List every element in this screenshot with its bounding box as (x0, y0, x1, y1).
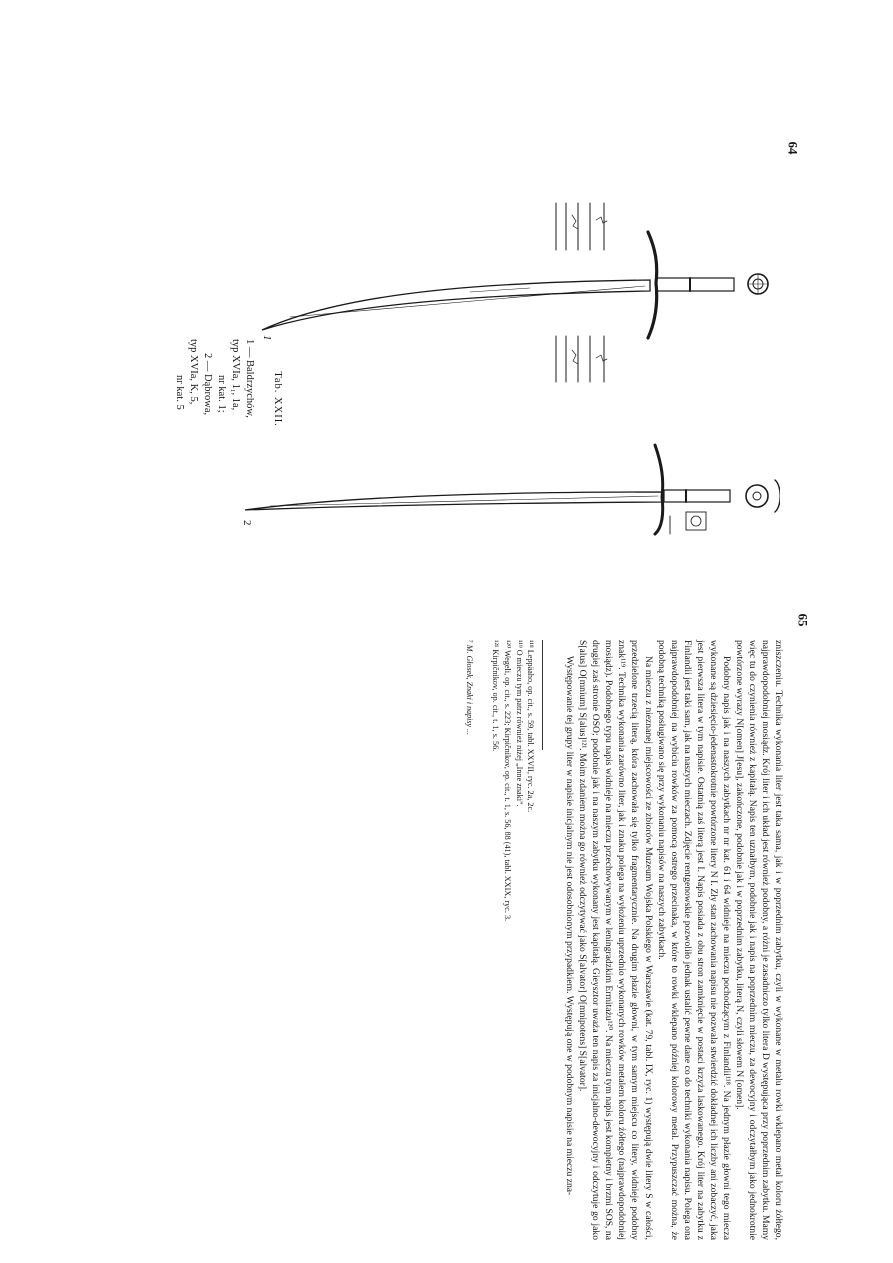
swords-drawing (200, 190, 780, 540)
figure-label-2: 2 (241, 520, 253, 526)
footnote: ¹¹⁹ O mieczu tym patrz również niżej „Inne znaki”. (514, 640, 524, 807)
caption-line: typ XVIa, 1₁, 1a, (230, 339, 241, 411)
sword-1-illustration (262, 203, 768, 382)
figure-label-1: 1 (261, 335, 273, 341)
body-text-block (205, 640, 785, 1240)
running-footer: ⁷ M. Głosek, Znaki i napisy ... (464, 640, 474, 735)
page-number-left: 64 (785, 141, 801, 155)
footnote: ¹²¹ Kirpičnikov, op. cit., t. 1, s. 56. (491, 640, 501, 752)
paragraph: zniszczeniu. Technika wykonania liter jest taka sama, jak i w poprzednim zabytku, czyli w wykonane w metalu rowki wklepano metal koloru żółtego, najprawdopodobniej mosiądz. Krój liter i ich układ jest również podobny, a różni je zasadniczo tylko litera D występująca przy poprzednim zabytku. Mamy więc tu do czynienia również z kapitałą. Napis ten uznałbym, podobnie jak i napis na poprzednim mieczu, za dewocyjny i odczytałbym jako jednokrotnie powtórzone wyrazy N[omen] J[esu], zakończone, podobnie jak i w poprzednim zabytku, literą N, czyli słowem N [omen]. (733, 640, 784, 1240)
paragraph: Na mieczu z nieznanej miejscowości ze zbiorów Muzeum Wojska Polskiego w Warszawie (kat. 79, tabl. IX, ryc. 1) występują dwie litery S w całości, przedzielone trzecią literą, która zachowała się tylko fragmentarycznie. Na drugim płazie głowni, w tym samym miejscu co litery, widnieje podobny znak¹¹⁹. Technika wykonania zarówno liter, jak i znaku polega na wyłożeniu uprzednio wykonanych rowków metalem koloru żółtego (najprawdopodobniej mosiądz). Podobnego typu napis widnieje na mieczu przechowywanym w leningradzkim Ermitażu¹²⁰. Na mieczu tym napis jest kompletny i brzmi SOS, na drugiej zaś stronie OSO; podobnie jak i na naszym zabytku wykonany jest kapitałą. Gieysztor uważa ten napis za inicjalno-dewocyjny i odczytuje go jako S[alus] O[mnium] S[alus]¹²¹. Moim zdaniem można go również odczytywać jako S[alvator] O[mnipotens] S[alvator]. (577, 640, 654, 1240)
sword-2-illustration (245, 445, 780, 534)
caption-line: nr kat. 1; (216, 375, 227, 413)
page-number-right: 65 (795, 613, 811, 627)
caption-line: nr kat. 5 (174, 375, 185, 410)
plate-title: Tab. XXII. (272, 371, 283, 427)
footnote-rule (542, 640, 543, 750)
footnote: ¹¹⁸ Leppäaho, op. cit., s. 59, tabl. XXVII, ryc. 2a, 2c. (526, 640, 536, 813)
paragraph: Podobny napis jak i na naszych zabytkach nr nr kat. 61 i 64 widnieje na mieczu pochodzącym z Finlandii¹¹⁸. Na jednym płazie głowni tego miecza wykonane są dziesięcio-jedenastokrotnie powtórzone litery N I. Zły stan zachowania napisu nie pozwala stwierdzić dokładnej ich liczby ani zobaczyć, jaka jest pierwsza litera w tym napisie. Ostatnią zaś literą jest I. Napis posiada z obu stron zamknięcie w postaci krzyża laskowanego. Krój liter na zabytku z Finlandii jest taki sam, jak na naszych mieczach. Zdjęcie rentgenowskie pozwoliło jednak ustalić pewne dane co do techniki wykonania napisu. Polega ona najprawdopodobniej na wybiciu rowków za pomocą ostrego przecinaka, w które to rowki wklepano później kolorowy metal. Przypuszczać można, że podobną techniką posługiwano się przy wykonaniu napisów na naszych zabytkach. (655, 640, 732, 1240)
caption-line: 1 — Baldrzychów, (244, 339, 255, 418)
caption-line: 2 — Dąbrowa, (202, 353, 213, 416)
footnote: ¹²⁰ Wegeli, op. cit., s. 223; Kirpičnikov, op. cit., t. 1, s. 56, 88 (41), tabl. XXIX, ryc. 3. (503, 640, 513, 922)
caption-line: typ XVIa, K, 5, (188, 339, 199, 405)
paragraph: Występowanie tej grupy liter w napisie inicjalnym nie jest odosobnionym przypadkiem. Występują one w podobnym napisie na mieczu zna- (564, 656, 576, 1196)
